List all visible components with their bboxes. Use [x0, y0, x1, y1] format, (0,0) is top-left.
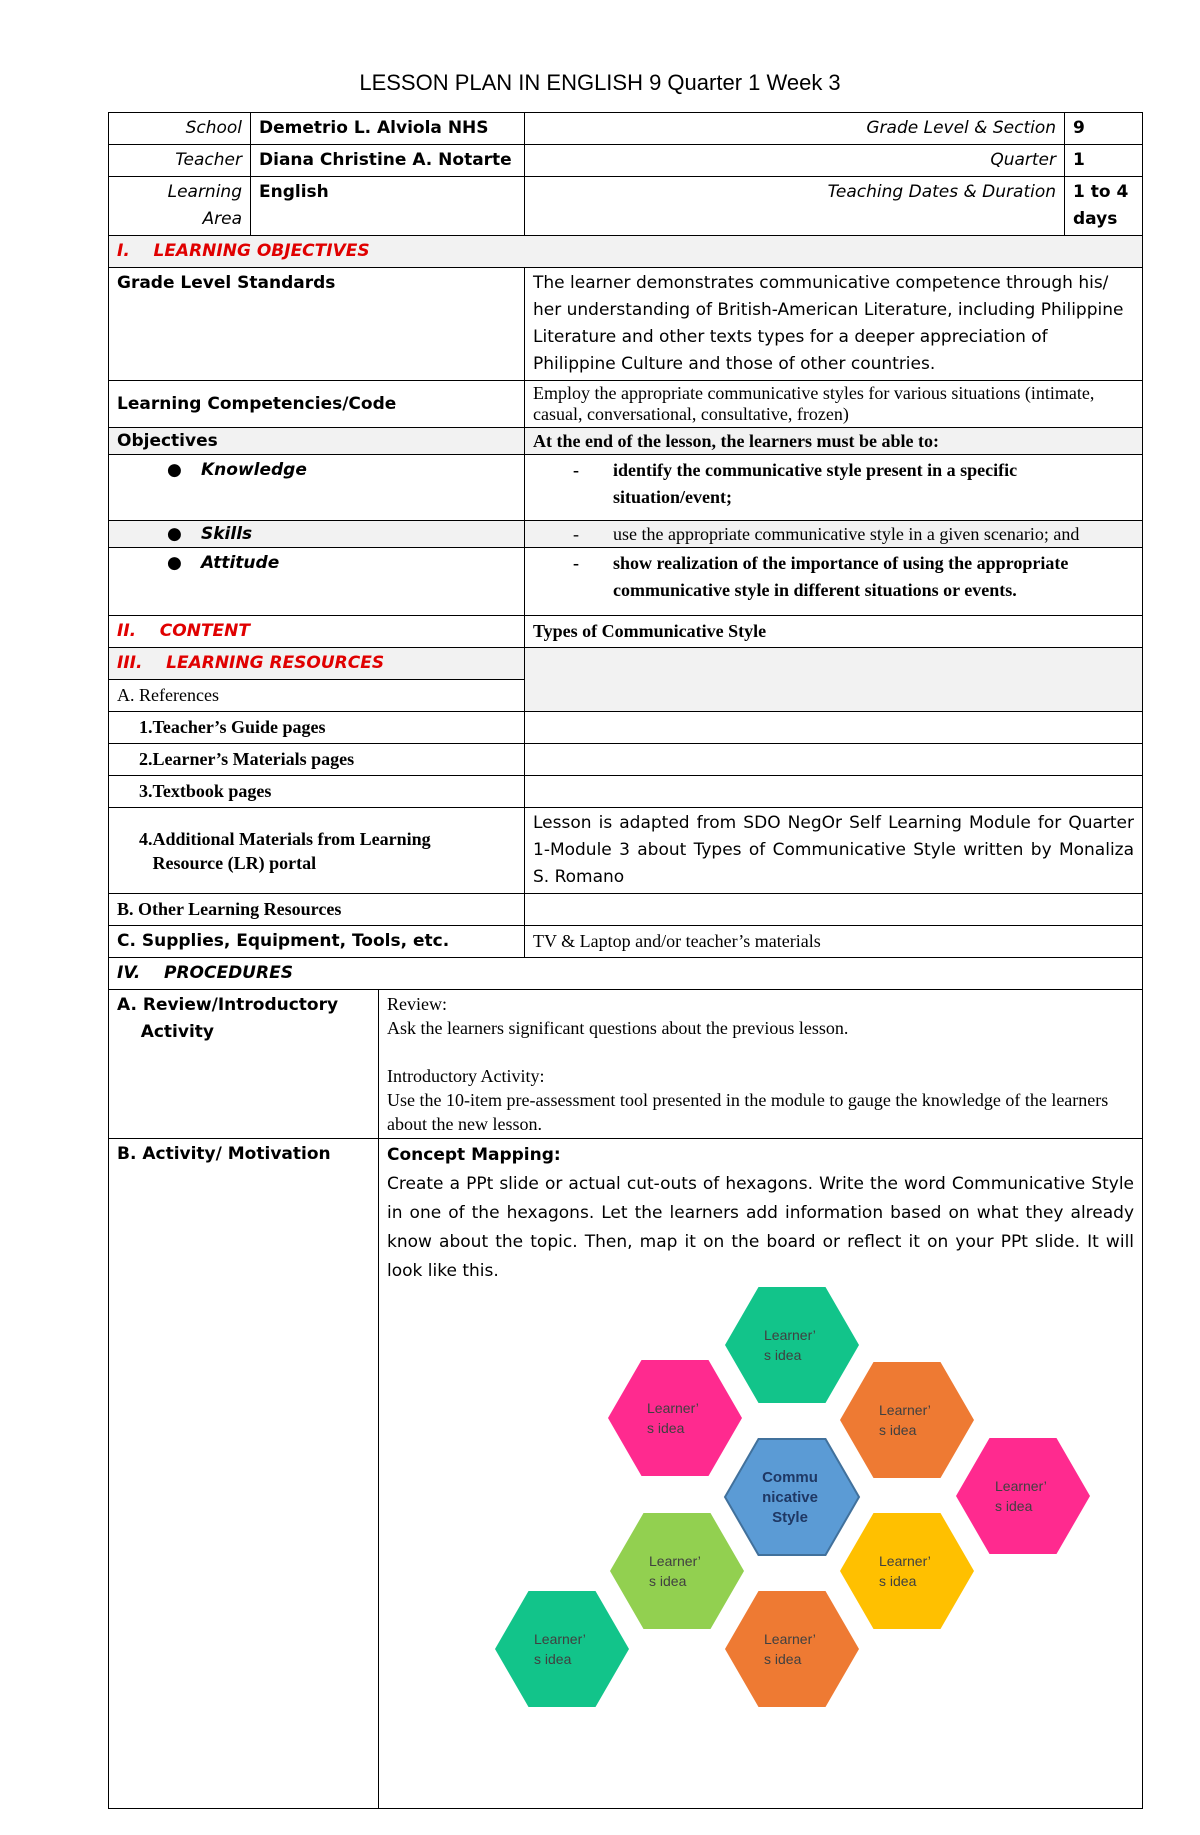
- references-label: A. References: [109, 680, 525, 712]
- objectives-intro: At the end of the lesson, the learners must be able to:: [525, 428, 1143, 455]
- learning-area-value: English: [251, 177, 525, 236]
- knowledge-label: ● Knowledge: [109, 455, 525, 521]
- hex-upper-left-label: Learner’: [647, 1400, 699, 1416]
- hex-center-label: nicative: [762, 1489, 818, 1506]
- concept-title: Concept Mapping:: [387, 1145, 561, 1165]
- hexagon-diagram-svg: [387, 1286, 1177, 1806]
- dates-value: 1 to 4 days: [1065, 177, 1143, 236]
- additional-materials-value: Lesson is adapted from SDO NegOr Self Learning Module for Quarter 1-Module 3 about Types of Communicative Style written by Monaliza S. Romano: [525, 808, 1143, 894]
- hex-upper-right-label: Learner’: [879, 1402, 931, 1418]
- hex-lower-left: [610, 1513, 744, 1629]
- review-title: Review:: [387, 994, 447, 1014]
- attitude-value: - show realization of the importance of using the appropriate communicative style in different situations or events.: [525, 548, 1143, 616]
- additional-materials-label: 4.Additional Materials from Learning Resource (LR) portal: [109, 808, 525, 894]
- dates-label: Teaching Dates & Duration: [525, 177, 1065, 236]
- learners-materials-label: 2.Learner’s Materials pages: [109, 744, 525, 776]
- teachers-guide-label: 1.Teacher’s Guide pages: [109, 712, 525, 744]
- lesson-plan-table: [108, 112, 1142, 1809]
- section-learning-resources: III. LEARNING RESOURCES: [109, 648, 525, 680]
- hex-top-label: s idea: [764, 1347, 802, 1363]
- teacher-label: Teacher: [109, 145, 251, 177]
- hex-lower-left-label: Learner’: [649, 1553, 701, 1569]
- hex-upper-left-label: s idea: [647, 1420, 685, 1436]
- attitude-label: ● Attitude: [109, 548, 525, 616]
- school-value: Demetrio L. Alviola NHS: [251, 113, 525, 145]
- intro-title: Introductory Activity:: [387, 1066, 545, 1086]
- hex-lower-right-label: Learner’: [879, 1553, 931, 1569]
- intro-text: Use the 10-item pre-assessment tool presented in the module to gauge the knowledge of the learners about the new lesson.: [387, 1090, 1109, 1134]
- hex-center-label: Style: [772, 1509, 808, 1526]
- hex-top-label: Learner’: [764, 1327, 816, 1343]
- hex-center-label: Commu: [762, 1469, 818, 1486]
- hexagon-diagram: [387, 1286, 1134, 1806]
- activity-motivation-value: [379, 1139, 1143, 1809]
- grade-label: Grade Level & Section: [525, 113, 1065, 145]
- hex-bottom-left-label: Learner’: [534, 1631, 586, 1647]
- section-learning-objectives: I. LEARNING OBJECTIVES: [109, 236, 1143, 268]
- other-resources-value: [525, 894, 1143, 926]
- concept-text: Create a PPt slide or actual cut-outs of hexagons. Write the word Communicative Style in one of the hexagons. Let the learners add information based on what they already know about the topic. Then, map it on the board or reflect it on your PPt slide. It will look like this.: [387, 1174, 1135, 1281]
- supplies-label: C. Supplies, Equipment, Tools, etc.: [109, 926, 525, 958]
- hex-bottom-label: Learner’: [764, 1631, 816, 1647]
- hex-bottom-left-label: s idea: [534, 1651, 572, 1667]
- objectives-label: Objectives: [109, 428, 525, 455]
- hex-top: [725, 1287, 859, 1403]
- quarter-label: Quarter: [525, 145, 1065, 177]
- hex-lower-left-label: s idea: [649, 1573, 687, 1589]
- competencies-value: Employ the appropriate communicative styles for various situations (intimate, casual, conversational, consultative, frozen): [525, 381, 1143, 428]
- hex-upper-right-label: s idea: [879, 1422, 917, 1438]
- hex-lower-right: [840, 1513, 974, 1629]
- section-content: II. CONTENT: [109, 616, 525, 648]
- textbook-label: 3.Textbook pages: [109, 776, 525, 808]
- hex-right-label: Learner’: [995, 1478, 1047, 1494]
- hex-lower-right-label: s idea: [879, 1573, 917, 1589]
- standards-value: The learner demonstrates communicative competence through his/ her understanding of British-American Literature, including Philippine Literature and other texts types for a deeper appreciation of Philippine Culture and those of other countries.: [525, 268, 1143, 381]
- review-text: Ask the learners significant questions about the previous lesson.: [387, 1018, 849, 1038]
- activity-motivation-label: B. Activity/ Motivation: [109, 1139, 379, 1809]
- skills-label: ● Skills: [109, 521, 525, 548]
- content-value: Types of Communicative Style: [525, 616, 1143, 648]
- hex-right: [956, 1438, 1090, 1554]
- review-activity-label: A. Review/Introductory Activity: [109, 990, 379, 1139]
- knowledge-value: - identify the communicative style present in a specific situation/event;: [525, 455, 1143, 521]
- textbook-value: [525, 776, 1143, 808]
- quarter-value: 1: [1065, 145, 1143, 177]
- hex-upper-right: [840, 1362, 974, 1478]
- learning-area-label: Learning Area: [109, 177, 251, 236]
- review-activity-value: [379, 990, 1143, 1139]
- page-title: LESSON PLAN IN ENGLISH 9 Quarter 1 Week 3: [359, 70, 841, 95]
- supplies-value: TV & Laptop and/or teacher’s materials: [525, 926, 1143, 958]
- grade-value: 9: [1065, 113, 1143, 145]
- resources-blank: [525, 648, 1143, 712]
- hex-right-label: s idea: [995, 1498, 1033, 1514]
- hex-bottom-left: [495, 1591, 629, 1707]
- hex-upper-left: [608, 1360, 742, 1476]
- other-resources-label: B. Other Learning Resources: [109, 894, 525, 926]
- school-label: School: [109, 113, 251, 145]
- hex-bottom: [725, 1591, 859, 1707]
- teacher-value: Diana Christine A. Notarte: [251, 145, 525, 177]
- skills-value: - use the appropriate communicative style in a given scenario; and: [525, 521, 1143, 548]
- competencies-label: Learning Competencies/Code: [109, 381, 525, 428]
- standards-label: Grade Level Standards: [109, 268, 525, 381]
- hex-bottom-label: s idea: [764, 1651, 802, 1667]
- learners-materials-value: [525, 744, 1143, 776]
- teachers-guide-value: [525, 712, 1143, 744]
- section-procedures: IV. PROCEDURES: [109, 958, 1143, 990]
